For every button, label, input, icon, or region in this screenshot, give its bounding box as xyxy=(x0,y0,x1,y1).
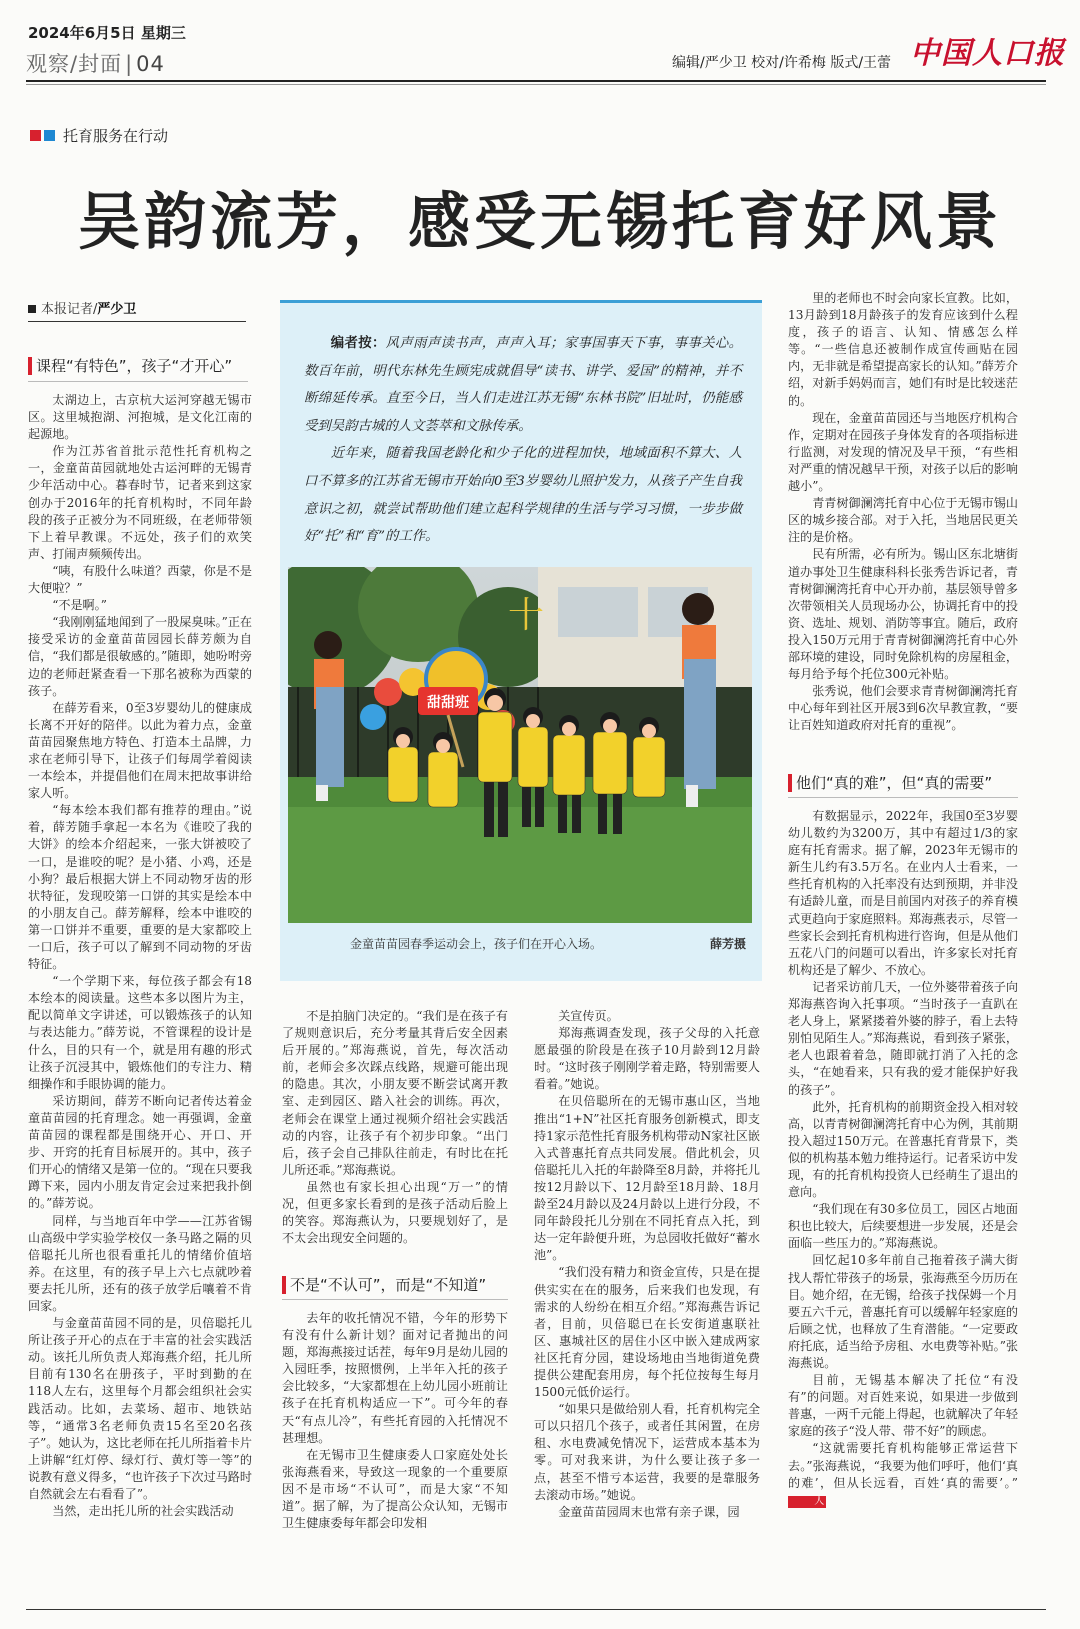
paragraph: “这就需要托育机构能够正常运营下去。”张海燕说，“我要为他们呼吁，他们‘真的难’，但从长远看，百姓‘真的需要’。”人 xyxy=(788,1441,1018,1507)
paragraph: 此外，托育机构的前期资金投入相对较高，以青青树御澜湾托育中心为例，其前期投入超过150万元。在普惠托育背景下，类似的机构基本勉力维持运行。记者采访中发现，有的托育机构投资人已经萌生了退出的意向。 xyxy=(788,1099,1018,1200)
paragraph: 青青树御澜湾托育中心位于无锡市锡山区的城乡接合部。对于入托，当地居民更关注的是价格。 xyxy=(788,496,1018,545)
reporter-prefix: 本报记者/ xyxy=(41,302,98,317)
editor-note-text-1: 风声雨声读书声，声声入耳；家事国事天下事，事事关心。数百年前，明代东林先生顾宪成就倡导“读书、讲学、爱国”的精神，并不断绵延传承。直至今日，当人们走进江苏无锡“东林书院”旧址时，仍能感受到吴韵古城的人文荟萃和文脉传承。 xyxy=(304,336,743,434)
editor-credits: 编辑/严少卫 校对/许希梅 版式/王蕾 xyxy=(672,55,892,71)
teacher-right xyxy=(682,593,716,807)
footer-rule xyxy=(26,1609,1046,1610)
editor-note-p1 xyxy=(304,330,742,440)
paragraph: 关宣传页。 xyxy=(558,1009,619,1023)
paragraph: “一个学期下来，每位孩子都会有18本绘本的阅读量。这些本多以图片为主，配以简单文字讲述，可以锻炼孩子的认知与表达能力。”薛芳说，不管课程的设计是什么，目的只有一个，就是用有趣的形式让孩子沉浸其中，锻炼他们的专注力、精细操作和手眼协调的能力。 xyxy=(28,974,252,1091)
paragraph: 与金童苗苗园不同的是，贝倍聪托儿所让孩子开心的点在于丰富的社会实践活动。该托儿所负责人郑海燕介绍，托儿所目前有130名在册孩子，平时到勤的在118人左右，这里每个月都会组织社会实践活动。比如，去菜场、超市、地铁站等，“通常3名老师负责15名至20名孩子”。她认为，这比老师在托儿所指着卡片上讲解“红灯停、绿灯行、黄灯等一等”的说教有意义得多，“也许孩子下次过马路时自然就会左右看看了”。 xyxy=(28,1316,252,1501)
subhead-2: 不是“不认可”，而是“不知道” xyxy=(282,1276,486,1294)
paragraph: “不是啊。” xyxy=(52,598,107,613)
paragraph: 现在，金童苗苗园还与当地医疗机构合作，定期对在园孩子身体发育的各项指标进行监测，对发现的情况及早干预，“有些相对严重的情况越早干预，对孩子以后的影响越小”。 xyxy=(788,410,1018,494)
red-square-icon xyxy=(30,130,41,141)
section-label: 观察/封面 | 04 xyxy=(26,52,165,76)
editor-note-lead: 编者按： xyxy=(330,335,386,351)
paragraph: 作为江苏省首批示范性托育机构之一，金童苗苗园就地处古运河畔的无锡青少年活动中心。暮春时节，记者来到这家创办于2016年的托育机构时，不同年龄段的孩子正被分为不同班级，在老师带领下上着早教课。不远处，孩子们的欢笑声、打闹声频频传出。 xyxy=(28,444,252,561)
end-mark-icon: 人 xyxy=(788,1496,826,1508)
body-column-4-top xyxy=(788,290,1018,762)
paragraph: 郑海燕调查发现，孩子父母的入托意愿最强的阶段是在孩子10月龄到12月龄时。“这时孩子刚刚学着走路，特别需要人看着。”她说。 xyxy=(534,1026,760,1092)
column-tag-label: 托育服务在行动 xyxy=(63,127,169,145)
paragraph: “我们现在有30多位员工，园区占地面积也比较大，后续要想进一步发展，还是会面临一些压力的。”郑海燕说。 xyxy=(788,1202,1018,1251)
section-name: 观察/封面 xyxy=(26,52,123,76)
paragraph: 虽然也有家长担心出现“万一”的情况，但更多家长看到的是孩子活动后脸上的笑容。郑海燕认为，只要规划好了，是不太会出现安全问题的。 xyxy=(282,1179,508,1246)
paragraph: 回忆起10多年前自己拖着孩子满大街找人帮忙带孩子的场景，张海燕至今历历在目。她介绍，在无锡，给孩子找保姆一个月要五六千元，普惠托育可以缓解年轻家庭的后顾之忧，也释放了生育潜能。“一定要政府托底，适当给予房租、水电费等补贴。”张海燕说。 xyxy=(788,1253,1018,1370)
issue-date: 2024年6月5日 星期三 xyxy=(28,24,186,42)
body-column-1 xyxy=(28,392,252,1534)
reporter-byline xyxy=(28,298,246,322)
paragraph: 当然，走出托儿所的社会实践活动 xyxy=(52,1504,234,1519)
reporter-name: 严少卫 xyxy=(97,302,137,317)
caption-text: 金童苗苗园春季运动会上，孩子们在开心入场。 xyxy=(350,937,603,951)
paragraph: 在贝倍聪所在的无锡市惠山区，当地推出“1+N”社区托育服务创新模式，即支持1家示范性托育服务机构带动N家社区嵌入式普惠托育点共同发展。借此机会，贝倍聪托儿入托的年龄降至8月龄，并将托儿按12月龄以下、12月龄至18月龄、18月龄至24月龄以及24月龄以上进行分段，不同年龄段托儿分别在不同托育点入托，到达一定年龄便升班，为总园收托做好“蓄水池”。 xyxy=(534,1094,760,1263)
paragraph: 不是拍脑门决定的。“我们是在孩子有了规则意识后，充分考量其背后安全因素后开展的。”郑海燕说，首先，每次活动前，老师会多次踩点线路，规避可能出现的隐患。其次，小朋友要不断尝试离开教室、走到园区、踏入社会的训练。再次，老师会在课堂上通过视频介绍社会实践活动的内容，让孩子有个初步印象。“出门后，孩子会自己排队往前走，有时比在托儿所还乖。”郑海燕说。 xyxy=(282,1009,508,1177)
photo-sign-text: 甜甜班 xyxy=(427,695,469,711)
paragraph: “咦，有股什么味道？西蒙，你是不是大便啦？” xyxy=(28,563,252,596)
headline: 吴韵流芳，感受无锡托育好风景 xyxy=(77,185,1002,258)
paragraph: 在无锡市卫生健康委人口家庭处处长张海燕看来，导致这一现象的一个重要原因不是市场“不认可”，而是大家“不知道”。据了解，为了提高公众认知，无锡市卫生健康委每年都会印发相 xyxy=(282,1447,508,1531)
header-rule xyxy=(26,80,1046,82)
photo-caption xyxy=(350,935,746,952)
page-number: 04 xyxy=(136,52,165,76)
paragraph: “每本绘本我们都有推荐的理由。”说着，薛芳随手拿起一本名为《谁咬了我的大饼》的绘本介绍起来，一张大饼被咬了一口，是谁咬的呢？是小猪、小鸡，还是小狗？最后根据大饼上不同动物牙齿的形状特征，发现咬第一口饼的其实是绘本中的小朋友自己。薛芳解释，绘本中谁咬的第一口饼并不重要，重要的是大家都咬上一口后，孩子可以了解到不同动物的牙齿特征。 xyxy=(28,803,252,972)
paragraph: “如果只是做给别人看，托育机构完全可以只招几个孩子，或者任其闲置，在房租、水电费减免情况下，运营成本基本为零。可对我来讲，为什么要让孩子多一点，甚至不惜亏本运营，我要的是靠服务去滚动市场。”她说。 xyxy=(534,1402,760,1502)
paragraph: “我们没有精力和资金宣传，只是在提供实实在在的服务，后来我们也发现，有需求的人纷纷在相互介绍。”郑海燕告诉记者，目前，贝倍聪已在长安街道惠联社区、惠城社区的居住小区中嵌入建成两家社区托育分园，建设场地由当地街道免费提供公建配套用房，每个托位按每生每月1500元低价运行。 xyxy=(534,1265,760,1400)
paragraph: 太湖边上，古京杭大运河穿越无锡市区。这里城抱湖、河抱城，是文化江南的起源地。 xyxy=(28,393,252,442)
column-tag xyxy=(30,125,168,146)
body-column-4-bottom xyxy=(788,808,1018,1606)
subhead-2-rule xyxy=(282,1299,508,1300)
editor-note xyxy=(304,330,742,551)
paragraph: “我刚刚猛地闻到了一股屎臭味。”正在接受采访的金童苗苗园园长薛芳颇为自信，“我们都是很敏感的。”随即，她吩咐旁边的老师赶紧查看一下那名被称为西蒙的孩子。 xyxy=(28,615,252,698)
blue-square-icon xyxy=(44,130,55,141)
editor-note-p2: 近年来，随着我国老龄化和少子化的进程加快，地域面积不算大、人口不算多的江苏省无锡市开始向0至3岁婴幼儿照护发力，从孩子产生自我意识之初，就尝试帮助他们建立起科学规律的生活与学习习惯，一步步做好“托”和“育”的工作。 xyxy=(304,446,742,545)
news-photo xyxy=(288,567,752,923)
paragraph: 目前，无锡基本解决了托位“有没有”的问题。对百姓来说，如果进一步做到普惠，一两千元能上得起，也就解决了年轻家庭的孩子“没人带、带不好”的顾虑。 xyxy=(788,1373,1018,1439)
svg-text:十: 十 xyxy=(508,595,545,636)
paragraph: 去年的收托情况不错，今年的形势下有没有什么新计划？面对记者抛出的问题，郑海燕接过话茬，每年9月是幼儿园的入园旺季，按照惯例，上半年入托的孩子会比较多，“大家都想在上幼儿园小班前让孩子在托育机构适应一下”。可今年的春天“有点儿冷”，有些托育园的入托情况不甚理想。 xyxy=(282,1311,508,1445)
body-column-2-bottom xyxy=(282,1310,508,1606)
subhead-3: 他们“真的难”，但“真的需要” xyxy=(788,774,992,792)
paragraph: 民有所需，必有所为。锡山区东北塘街道办事处卫生健康科科长张秀告诉记者，青青树御澜湾托育中心开办前，基层领导曾多次带领相关人员现场办公，协调托育中的投资、选址、规划、消防等事宜。随后，政府投入150万元用于青青树御澜湾托育中心外部环境的建设，同时免除机构的房屋租金，每月给予每个托位300元补贴。 xyxy=(788,547,1018,682)
subhead-1: 课程“有特色”，孩子“才开心” xyxy=(28,357,232,375)
body-column-3 xyxy=(534,1008,760,1606)
paragraph: 金童苗苗园周末也常有亲子课，园 xyxy=(558,1504,740,1519)
paragraph: 张秀说，他们会要求青青树御澜湾托育中心每年到社区开展3到6次早教宣教，“要让百姓知道政府对托育的重视”。 xyxy=(788,684,1018,733)
newspaper-logo: 中国人口报 xyxy=(910,36,1065,71)
header-rule-thin xyxy=(26,84,1046,85)
photo-illustration xyxy=(288,567,752,923)
subhead-3-rule xyxy=(788,797,1018,798)
paragraph: 记者采访前几天，一位外婆带着孩子向郑海燕咨询入托事项。“当时孩子一直趴在老人身上，紧紧搂着外婆的脖子，看上去特别怕见陌生人。”郑海燕说，看到孩子紧张，老人也跟着着急，随即就打消了入托的念头，“在她看来，只有我的爱才能保护好我的孩子”。 xyxy=(788,979,1018,1097)
paragraph: 同样，与当地百年中学——江苏省锡山高级中学实验学校仅一条马路之隔的贝倍聪托儿所也很看重托儿的情绪价值培养。在这里，有的孩子早上六七点就吵着要去托儿所，还有的孩子放学后嚷着不肯回家。 xyxy=(28,1213,252,1313)
paragraph: 里的老师也不时会向家长宣教。比如，13月龄到18月龄孩子的发育应该到什么程度，孩子的语言、认知、情感怎么样等。“一些信息还被制作成宣传画贴在园内，无非就是希望提高家长的认知。”薛芳介绍，对新手妈妈而言，她们有时是比较迷茫的。 xyxy=(788,291,1018,408)
subhead-1-rule xyxy=(28,381,248,382)
black-square-icon xyxy=(28,305,36,313)
photo-credit: 薛芳摄 xyxy=(709,937,746,951)
paragraph: 在薛芳看来，0至3岁婴幼儿的健康成长离不开好的陪伴。以此为着力点，金童苗苗园聚焦地方特色、打造本土品牌，力求在老师引导下，让孩子们每周学着阅读一本绘本，并提倡他们在周末把故事讲给家人听。 xyxy=(28,700,252,801)
paragraph: 有数据显示，2022年，我国0至3岁婴幼儿数约为3200万，其中有超过1/3的家庭有托育需求。据了解，2023年无锡市的新生儿约有3.5万名。在业内人士看来，一些托育机构的入托率没有达到预期，并非没有适龄儿童，而是目前国内对孩子的养育模式更趋向于家庭照料。郑海燕表示，尽管一些家长会到托育机构进行咨询，但是从他们五花八门的问题可以看出，许多家长对托育机构还是了解少、不放心。 xyxy=(788,809,1018,977)
body-column-2-top xyxy=(282,1008,508,1264)
paragraph: 采访期间，薛芳不断向记者传达着金童苗苗园的托育理念。她一再强调，金童苗苗园的课程都是围绕开心、开口、开步、开窍的托育目标展开的。其中，孩子们开心的情绪又是第一位的。“现在只要我蹲下来，园内小朋友肯定会过来把我扑倒的。”薛芳说。 xyxy=(28,1093,252,1211)
